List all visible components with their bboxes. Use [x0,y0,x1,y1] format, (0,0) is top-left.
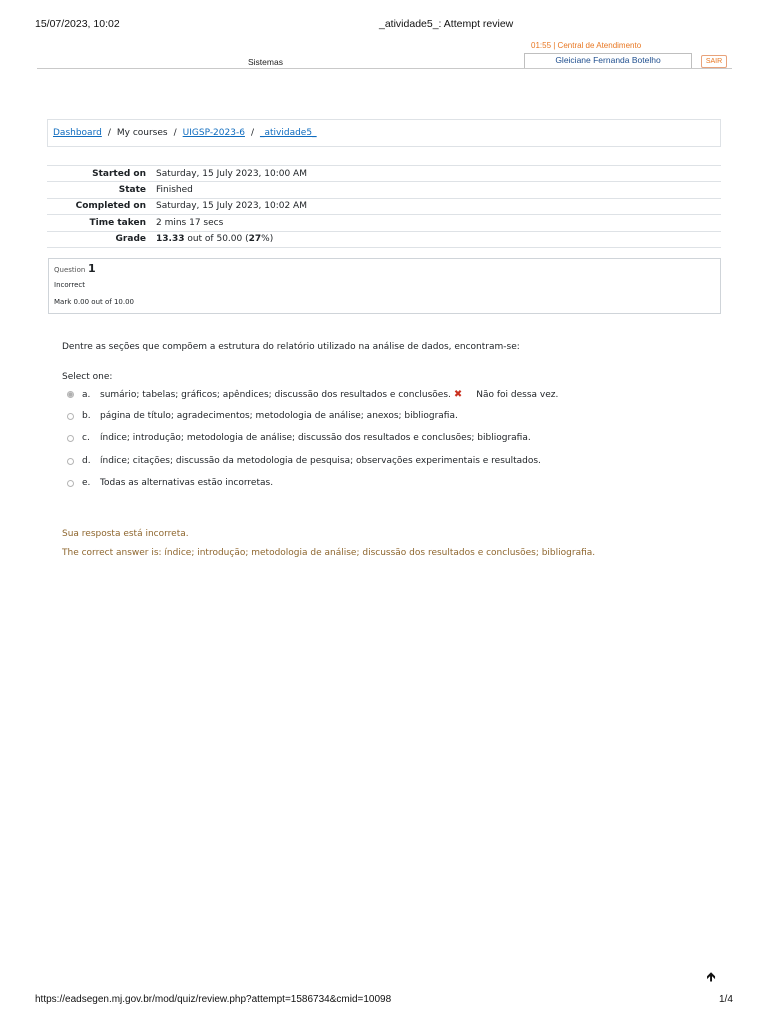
breadcrumb-separator: / [250,128,254,138]
print-url: https://eadsegen.mj.gov.br/mod/quiz/review.php?attempt=1586734&cmid=10098 [35,994,392,1005]
summary-label: Grade [115,234,146,245]
option-feedback: Não foi dessa vez. [476,389,559,400]
answer-option-d[interactable] [67,456,541,466]
breadcrumb-separator: / [107,128,111,138]
print-page-number: 1/4 [719,994,733,1005]
grade-value [156,231,721,247]
breadcrumb-my-courses: My courses [116,128,168,138]
summary-value: Saturday, 15 July 2023, 10:02 AM [156,201,307,212]
summary-row-time-taken [47,215,721,231]
answer-option-b[interactable] [67,411,458,421]
topbar-divider [37,68,732,69]
question-mark: Mark 0.00 out of 10.00 [54,298,134,306]
cross-icon: ✖ [453,389,463,400]
support-link[interactable]: 01:55 | Central de Atendimento [531,41,642,50]
select-one-prompt: Select one: [62,372,113,382]
option-letter: d. [82,456,91,466]
grade-score: 13.33 [156,234,185,245]
summary-row-state [47,182,721,198]
option-letter: e. [82,478,91,488]
summary-label: Started on [92,168,146,179]
user-name[interactable]: Gleiciane Fernanda Botelho [524,53,692,68]
summary-label: Time taken [89,217,146,228]
option-text: índice; introdução; metodologia de análise; discussão dos resultados e conclusões; bibliografia. [100,433,531,443]
arrow-up-icon[interactable]: 🡹 [706,970,716,985]
summary-row-started [47,166,721,182]
summary-row-completed [47,198,721,214]
summary-label: Completed on [75,201,146,212]
question-label: Question [54,266,86,274]
question-info-box [48,258,721,314]
radio-icon[interactable] [67,391,74,398]
option-text: página de título; agradecimentos; metodologia de análise; anexos; bibliografia. [100,411,458,421]
breadcrumb-separator: / [173,128,177,138]
sistemas-menu[interactable]: Sistemas [248,57,283,67]
attempt-summary-table [47,165,721,248]
print-page-title: _atividade5_: Attempt review [379,18,514,30]
breadcrumb-activity[interactable]: _atividade5_ [260,128,317,138]
summary-row-grade [47,231,721,247]
print-datetime: 15/07/2023, 10:02 [35,18,120,30]
answer-option-c[interactable] [67,433,531,443]
option-text: Todas as alternativas estão incorretas. [100,478,274,488]
radio-icon[interactable] [67,435,74,442]
grade-percent: 27 [248,234,262,245]
question-text: Dentre as seções que compõem a estrutura do relatório utilizado na análise de dados, encontram-se: [62,342,520,352]
grade-out-of: out of 50.00 ( [184,234,249,245]
option-text: índice; citações; discussão da metodologia de pesquisa; observações experimentais e resultados. [100,456,541,466]
correct-answer-feedback: The correct answer is: índice; introdução; metodologia de análise; discussão dos resultados e conclusões; bibliografia. [62,548,596,558]
summary-value: Saturday, 15 July 2023, 10:00 AM [156,168,307,179]
grade-percent-sign: %) [261,234,274,245]
summary-value: 2 mins 17 secs [156,217,224,228]
option-letter: c. [82,433,90,443]
option-letter: b. [82,411,91,421]
breadcrumb-course[interactable]: UIGSP-2023-6 [182,128,245,138]
breadcrumb-dashboard[interactable]: Dashboard [53,128,102,138]
question-number: 1 [88,262,96,275]
option-text: sumário; tabelas; gráficos; apêndices; discussão dos resultados e conclusões. [100,389,451,400]
radio-icon[interactable] [67,413,74,420]
summary-label: State [118,185,146,196]
summary-value: Finished [156,185,193,196]
logout-button[interactable]: SAIR [701,55,727,68]
radio-icon[interactable] [67,458,74,465]
answer-option-e[interactable] [67,478,273,488]
breadcrumb [47,119,721,147]
general-feedback: Sua resposta está incorreta. [62,529,189,539]
answer-option-a[interactable] [67,389,558,400]
question-state: Incorrect [54,281,86,289]
option-letter: a. [82,389,91,400]
radio-icon[interactable] [67,480,74,487]
